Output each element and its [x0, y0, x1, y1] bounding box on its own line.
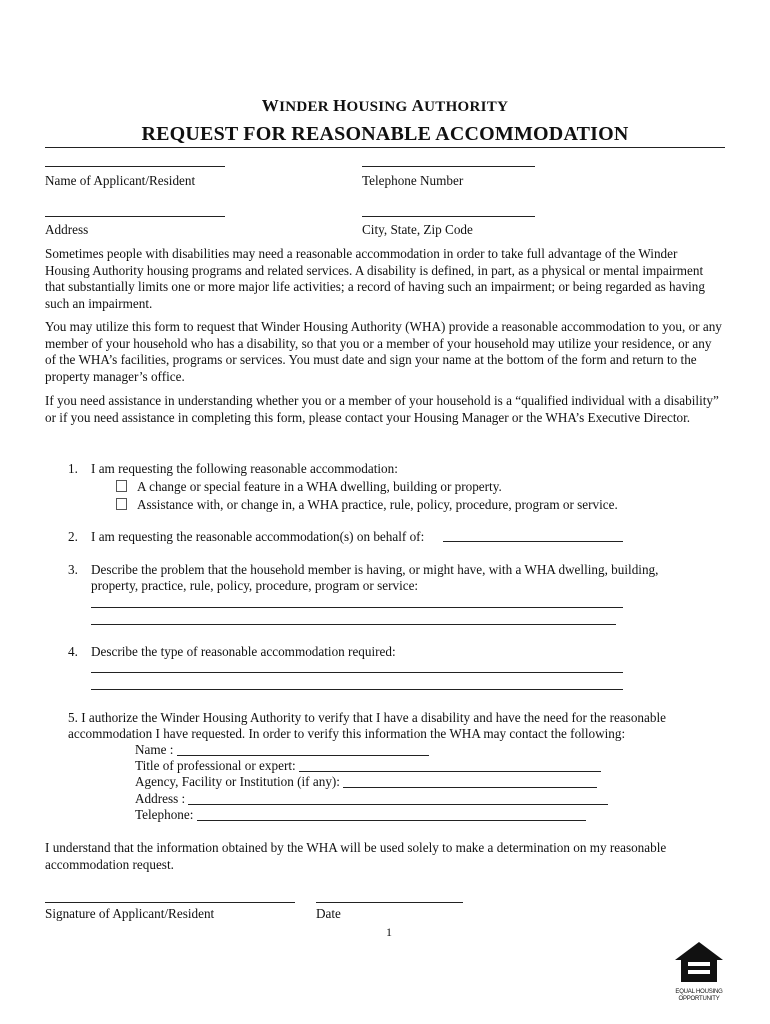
- title-rule: [45, 147, 725, 148]
- logo-text-line-2: OPPORTUNITY: [678, 996, 720, 1002]
- signature-field[interactable]: [45, 902, 295, 903]
- city-state-zip-label: City, State, Zip Code: [362, 222, 473, 237]
- item-5-text-line-2: accommodation I have requested. In order to verify this information the WHA may contact the following:: [68, 726, 626, 741]
- item-4-text: Describe the type of reasonable accommodation required:: [91, 644, 396, 659]
- contact-agency-row: [135, 774, 597, 791]
- accommodation-description-line-2[interactable]: [91, 689, 623, 690]
- intro-paragraph: Sometimes people with disabilities may need a reasonable accommodation in order to take full advantage of the Winder Housing Authority housing programs and related services. A disability is defined, in part, as a physical or mental impairment that substantially limits one or more major life activities; a record of having such an impairment; or being regarded as having such an impairment.: [45, 246, 705, 311]
- page-number: 1: [386, 925, 392, 939]
- date-label: Date: [316, 906, 341, 921]
- telephone-field[interactable]: [362, 166, 535, 167]
- house-icon: [673, 940, 725, 984]
- equal-housing-logo: [673, 940, 725, 1000]
- item-2-text: I am requesting the reasonable accommodation(s) on behalf of:: [91, 529, 425, 544]
- applicant-name-label: Name of Applicant/Resident: [45, 173, 196, 188]
- date-field[interactable]: [316, 902, 463, 903]
- item-3-text-line-1: Describe the problem that the household member is having, or might have, with a WHA dwelling, building,: [91, 562, 659, 577]
- contact-phone-field[interactable]: [197, 808, 586, 821]
- item-1-text: I am requesting the following reasonable accommodation:: [91, 461, 398, 476]
- organization-name: WINDER HOUSING AUTHORITY: [261, 96, 509, 115]
- telephone-label: Telephone Number: [362, 173, 464, 188]
- applicant-name-field[interactable]: [45, 166, 225, 167]
- item-3-text-line-2: property, practice, rule, policy, procedure, program or service:: [91, 578, 419, 593]
- contact-phone-label: Telephone:: [135, 807, 194, 822]
- checkbox-practice-change[interactable]: [116, 498, 127, 510]
- assistance-paragraph: If you need assistance in understanding whether you or a member of your household is a “qualified individual with a disability” or if you need assistance in completing this form, please contact your Housing Manager or the WHA’s Executive Director.: [45, 393, 719, 425]
- contact-phone-row: [135, 807, 586, 824]
- logo-text-line-1: EQUAL HOUSING: [675, 989, 723, 995]
- address-field[interactable]: [45, 216, 225, 217]
- item-5-text-line-1: 5. I authorize the Winder Housing Authority to verify that I have a disability and have the need for the reasonable: [68, 710, 666, 725]
- city-state-zip-field[interactable]: [362, 216, 535, 217]
- contact-address-field[interactable]: [188, 792, 608, 805]
- contact-address-row: [135, 791, 608, 808]
- contact-title-label: Title of professional or expert:: [135, 758, 296, 773]
- accommodation-description-line-1[interactable]: [91, 672, 623, 673]
- item-1-number: 1.: [68, 461, 78, 476]
- contact-address-label: Address :: [135, 791, 186, 806]
- contact-agency-label: Agency, Facility or Institution (if any):: [135, 774, 340, 789]
- contact-name-label: Name :: [135, 742, 174, 757]
- option-practice-change[interactable]: Assistance with, or change in, a WHA practice, rule, policy, procedure, program or service.: [116, 497, 618, 514]
- contact-title-row: [135, 758, 601, 775]
- signature-label: Signature of Applicant/Resident: [45, 906, 215, 921]
- item-4-number: 4.: [68, 644, 78, 659]
- checkbox-dwelling-change[interactable]: [116, 480, 127, 492]
- address-label: Address: [45, 222, 89, 237]
- contact-name-row: [135, 742, 429, 759]
- contact-title-field[interactable]: [299, 759, 601, 772]
- on-behalf-of-field[interactable]: [443, 541, 623, 542]
- problem-description-line-2[interactable]: [91, 624, 616, 625]
- usage-paragraph: You may utilize this form to request that Winder Housing Authority (WHA) provide a reasonable accommodation to you, or any member of your household who has a disability, so that you or a member of your household may utilize your residence, or any of the WHA’s facilities, programs or services. You must date and sign your name at the bottom of the form and return to the property manager’s office.: [45, 319, 722, 384]
- item-2-number: 2.: [68, 529, 78, 544]
- contact-name-field[interactable]: [177, 743, 429, 756]
- understanding-statement: I understand that the information obtained by the WHA will be used solely to make a determination on my reasonable accommodation request.: [45, 840, 667, 872]
- item-3-number: 3.: [68, 562, 78, 577]
- contact-agency-field[interactable]: [343, 775, 597, 788]
- problem-description-line-1[interactable]: [91, 607, 623, 608]
- option-dwelling-change[interactable]: A change or special feature in a WHA dwelling, building or property.: [116, 479, 502, 496]
- form-title: REQUEST FOR REASONABLE ACCOMMODATION: [141, 123, 629, 145]
